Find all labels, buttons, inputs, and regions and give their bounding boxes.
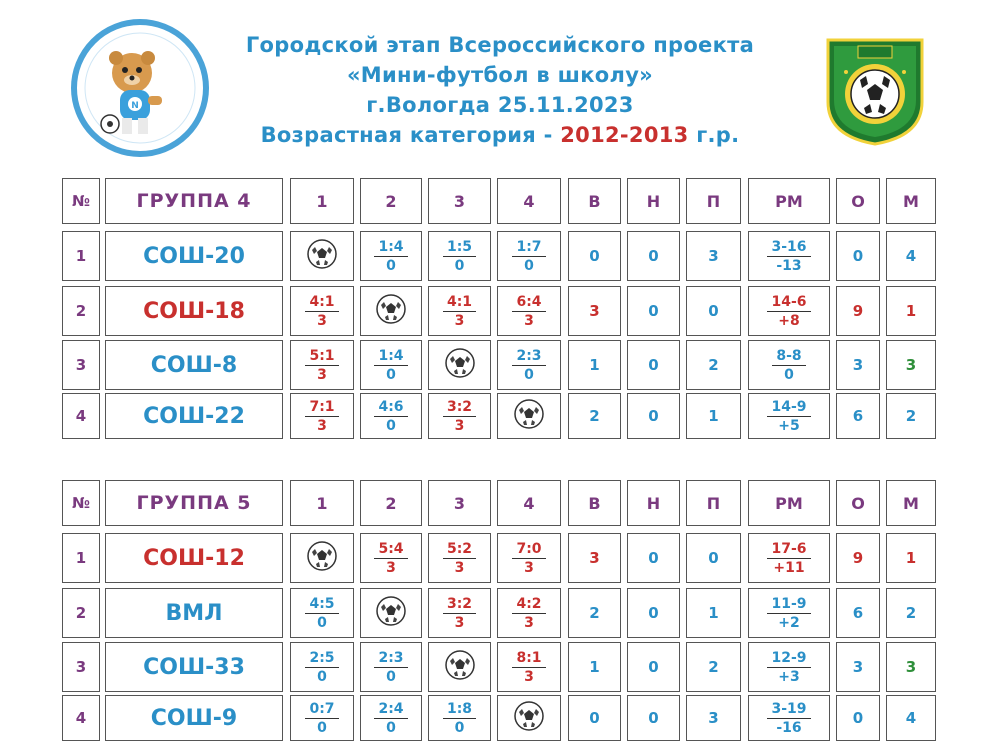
score-top: 4:1 xyxy=(305,294,338,312)
score-bottom: -13 xyxy=(776,257,802,274)
match-result xyxy=(360,340,422,390)
losses-value: 2 xyxy=(686,642,741,692)
goal-difference xyxy=(748,231,830,281)
points-value: 6 xyxy=(836,393,880,439)
self-match-cell xyxy=(497,695,561,741)
team-name: ВМЛ xyxy=(105,588,283,638)
score-fraction xyxy=(443,541,476,576)
column-header: 1 xyxy=(290,480,354,526)
soccer-ball-icon xyxy=(306,540,338,576)
wins-value: 1 xyxy=(568,340,621,390)
score-top: 4:5 xyxy=(305,596,338,614)
title-line-3: г.Вологда 25.11.2023 xyxy=(366,93,634,117)
score-fraction xyxy=(767,239,810,274)
draws-value: 0 xyxy=(627,695,680,741)
row-number: 4 xyxy=(62,393,100,439)
score-fraction xyxy=(767,596,810,631)
score-bottom: +8 xyxy=(778,312,800,329)
row-number: 3 xyxy=(62,642,100,692)
row-number: 3 xyxy=(62,340,100,390)
match-result xyxy=(497,533,561,583)
wins-value: 3 xyxy=(568,286,621,336)
row-number: 1 xyxy=(62,231,100,281)
row-number: 4 xyxy=(62,695,100,741)
score-bottom: 0 xyxy=(386,417,396,434)
self-match-cell xyxy=(497,393,561,439)
points-value: 6 xyxy=(836,588,880,638)
score-top: 14-6 xyxy=(767,294,810,312)
score-bottom: 3 xyxy=(317,366,327,383)
score-fraction xyxy=(443,294,476,329)
goal-difference xyxy=(748,533,830,583)
score-top: 2:5 xyxy=(305,650,338,668)
match-result xyxy=(497,642,561,692)
score-top: 1:5 xyxy=(443,239,476,257)
score-top: 8:1 xyxy=(512,650,545,668)
group-title: ГРУППА 5 xyxy=(105,480,283,526)
points-value: 3 xyxy=(836,642,880,692)
match-result xyxy=(428,393,491,439)
soccer-ball-icon xyxy=(513,398,545,434)
match-result xyxy=(428,695,491,741)
column-header: 2 xyxy=(360,480,422,526)
score-bottom: 0 xyxy=(386,719,396,736)
match-result xyxy=(290,642,354,692)
score-fraction xyxy=(305,650,338,685)
score-bottom: 0 xyxy=(454,257,465,274)
score-top: 6:4 xyxy=(512,294,545,312)
score-fraction xyxy=(374,701,407,736)
page-title xyxy=(180,30,820,150)
column-header: 2 xyxy=(360,178,422,224)
draws-value: 0 xyxy=(627,393,680,439)
column-header: 1 xyxy=(290,178,354,224)
score-top: 3:2 xyxy=(443,399,476,417)
match-result xyxy=(497,286,561,336)
score-fraction xyxy=(443,701,476,736)
goal-difference xyxy=(748,695,830,741)
match-result xyxy=(290,340,354,390)
score-top: 1:8 xyxy=(443,701,476,719)
place-value: 1 xyxy=(886,533,936,583)
losses-value: 0 xyxy=(686,286,741,336)
score-fraction xyxy=(512,294,545,329)
score-top: 7:0 xyxy=(512,541,545,559)
score-top: 3-16 xyxy=(767,239,810,257)
soccer-ball-icon xyxy=(444,347,476,383)
match-result xyxy=(290,393,354,439)
score-bottom: 3 xyxy=(454,559,465,576)
score-bottom: 0 xyxy=(317,668,327,685)
score-fraction xyxy=(305,399,338,434)
column-header: О xyxy=(836,480,880,526)
score-top: 4:6 xyxy=(374,399,407,417)
losses-value: 3 xyxy=(686,695,741,741)
score-bottom: 0 xyxy=(524,366,534,383)
score-bottom: 3 xyxy=(317,312,327,329)
column-header: П xyxy=(686,480,741,526)
score-bottom: +2 xyxy=(778,614,800,631)
match-result xyxy=(360,642,422,692)
score-bottom: 3 xyxy=(454,417,465,434)
column-header: РМ xyxy=(748,178,830,224)
losses-value: 0 xyxy=(686,533,741,583)
title-line-1: Городской этап Всероссийского проекта xyxy=(245,33,755,57)
group-title: ГРУППА 4 xyxy=(105,178,283,224)
match-result xyxy=(428,588,491,638)
match-result xyxy=(360,533,422,583)
column-header: № xyxy=(62,178,100,224)
match-result xyxy=(360,231,422,281)
match-result xyxy=(290,695,354,741)
soccer-ball-icon xyxy=(513,700,545,736)
place-value: 2 xyxy=(886,588,936,638)
self-match-cell xyxy=(428,642,491,692)
score-bottom: 0 xyxy=(386,257,396,274)
losses-value: 1 xyxy=(686,588,741,638)
score-top: 3:2 xyxy=(443,596,476,614)
wins-value: 0 xyxy=(568,231,621,281)
score-bottom: 3 xyxy=(454,312,465,329)
soccer-ball-icon xyxy=(375,293,407,329)
team-name: СОШ-9 xyxy=(105,695,283,741)
score-fraction xyxy=(374,650,407,685)
match-result xyxy=(497,588,561,638)
team-name: СОШ-22 xyxy=(105,393,283,439)
goal-difference xyxy=(748,393,830,439)
score-fraction xyxy=(512,348,545,383)
draws-value: 0 xyxy=(627,340,680,390)
score-fraction xyxy=(512,596,545,631)
score-top: 8-8 xyxy=(772,348,805,366)
score-top: 17-6 xyxy=(767,541,810,559)
svg-text:N: N xyxy=(131,101,139,111)
score-top: 5:4 xyxy=(374,541,407,559)
score-bottom: 3 xyxy=(524,312,534,329)
score-bottom: 3 xyxy=(386,559,396,576)
score-bottom: +3 xyxy=(778,668,800,685)
score-top: 5:1 xyxy=(305,348,338,366)
goal-difference xyxy=(748,286,830,336)
team-name: СОШ-12 xyxy=(105,533,283,583)
match-result xyxy=(428,286,491,336)
score-fraction xyxy=(305,348,338,383)
losses-value: 1 xyxy=(686,393,741,439)
score-bottom: 3 xyxy=(317,417,327,434)
score-fraction xyxy=(374,348,407,383)
row-number: 2 xyxy=(62,588,100,638)
score-top: 2:4 xyxy=(374,701,407,719)
column-header: РМ xyxy=(748,480,830,526)
score-top: 4:2 xyxy=(512,596,545,614)
draws-value: 0 xyxy=(627,231,680,281)
self-match-cell xyxy=(290,533,354,583)
match-result xyxy=(428,231,491,281)
wins-value: 2 xyxy=(568,393,621,439)
points-value: 9 xyxy=(836,533,880,583)
column-header: Н xyxy=(627,480,680,526)
score-bottom: 0 xyxy=(784,366,794,383)
score-bottom: 3 xyxy=(454,614,465,631)
place-value: 1 xyxy=(886,286,936,336)
team-name: СОШ-33 xyxy=(105,642,283,692)
column-header: О xyxy=(836,178,880,224)
score-bottom: 0 xyxy=(524,257,534,274)
place-value: 4 xyxy=(886,231,936,281)
score-bottom: 3 xyxy=(524,668,534,685)
score-top: 1:7 xyxy=(512,239,545,257)
self-match-cell xyxy=(290,231,354,281)
match-result xyxy=(497,340,561,390)
points-value: 0 xyxy=(836,695,880,741)
score-fraction xyxy=(512,541,545,576)
score-fraction xyxy=(772,348,805,383)
column-header: № xyxy=(62,480,100,526)
score-fraction xyxy=(443,399,476,434)
wins-value: 0 xyxy=(568,695,621,741)
score-fraction xyxy=(374,239,407,274)
score-fraction xyxy=(767,650,810,685)
match-result xyxy=(360,695,422,741)
column-header: 3 xyxy=(428,480,491,526)
column-header: В xyxy=(568,178,621,224)
federation-logo xyxy=(816,32,934,148)
column-header: М xyxy=(886,178,936,224)
score-bottom: 0 xyxy=(454,719,465,736)
category-label: Возрастная категория - xyxy=(260,123,561,147)
score-fraction xyxy=(512,650,545,685)
soccer-ball-icon xyxy=(375,595,407,631)
category-suffix: г.р. xyxy=(688,123,740,147)
score-bottom: 0 xyxy=(317,719,327,736)
score-top: 4:1 xyxy=(443,294,476,312)
wins-value: 3 xyxy=(568,533,621,583)
score-top: 2:3 xyxy=(512,348,545,366)
score-bottom: 0 xyxy=(317,614,327,631)
draws-value: 0 xyxy=(627,286,680,336)
score-top: 5:2 xyxy=(443,541,476,559)
self-match-cell xyxy=(360,286,422,336)
score-top: 2:3 xyxy=(374,650,407,668)
score-fraction xyxy=(374,399,407,434)
title-line-4 xyxy=(180,120,820,150)
category-years: 2012-2013 xyxy=(560,123,689,147)
losses-value: 3 xyxy=(686,231,741,281)
match-result xyxy=(497,231,561,281)
soccer-ball-icon xyxy=(306,238,338,274)
points-value: 9 xyxy=(836,286,880,336)
column-header: 4 xyxy=(497,178,561,224)
score-fraction xyxy=(767,399,810,434)
soccer-ball-icon xyxy=(444,649,476,685)
score-top: 14-9 xyxy=(767,399,810,417)
column-header: Н xyxy=(627,178,680,224)
score-top: 7:1 xyxy=(305,399,338,417)
goal-difference xyxy=(748,340,830,390)
points-value: 0 xyxy=(836,231,880,281)
place-value: 4 xyxy=(886,695,936,741)
score-bottom: 0 xyxy=(386,668,396,685)
score-top: 3-19 xyxy=(767,701,810,719)
wins-value: 2 xyxy=(568,588,621,638)
place-value: 3 xyxy=(886,340,936,390)
draws-value: 0 xyxy=(627,588,680,638)
score-fraction xyxy=(767,541,810,576)
score-fraction xyxy=(767,294,810,329)
score-top: 0:7 xyxy=(305,701,338,719)
place-value: 3 xyxy=(886,642,936,692)
wins-value: 1 xyxy=(568,642,621,692)
column-header: М xyxy=(886,480,936,526)
match-result xyxy=(290,286,354,336)
losses-value: 2 xyxy=(686,340,741,390)
score-top: 1:4 xyxy=(374,348,407,366)
team-name: СОШ-8 xyxy=(105,340,283,390)
score-fraction xyxy=(374,541,407,576)
self-match-cell xyxy=(360,588,422,638)
self-match-cell xyxy=(428,340,491,390)
score-fraction xyxy=(305,596,338,631)
score-bottom: 0 xyxy=(386,366,396,383)
team-name: СОШ-18 xyxy=(105,286,283,336)
score-fraction xyxy=(512,239,545,274)
column-header: П xyxy=(686,178,741,224)
goal-difference xyxy=(748,588,830,638)
match-result xyxy=(360,393,422,439)
score-top: 12-9 xyxy=(767,650,810,668)
score-fraction xyxy=(443,596,476,631)
score-top: 1:4 xyxy=(374,239,407,257)
match-result xyxy=(290,588,354,638)
score-bottom: 3 xyxy=(524,614,534,631)
row-number: 1 xyxy=(62,533,100,583)
score-bottom: +5 xyxy=(778,417,800,434)
goal-difference xyxy=(748,642,830,692)
title-line-2: «Мини-футбол в школу» xyxy=(346,63,654,87)
column-header: 3 xyxy=(428,178,491,224)
score-bottom: -16 xyxy=(776,719,802,736)
score-fraction xyxy=(443,239,476,274)
draws-value: 0 xyxy=(627,642,680,692)
row-number: 2 xyxy=(62,286,100,336)
match-result xyxy=(428,533,491,583)
score-fraction xyxy=(305,294,338,329)
points-value: 3 xyxy=(836,340,880,390)
place-value: 2 xyxy=(886,393,936,439)
draws-value: 0 xyxy=(627,533,680,583)
column-header: В xyxy=(568,480,621,526)
team-name: СОШ-20 xyxy=(105,231,283,281)
score-bottom: +11 xyxy=(773,559,805,576)
score-fraction xyxy=(767,701,810,736)
score-top: 11-9 xyxy=(767,596,810,614)
score-fraction xyxy=(305,701,338,736)
column-header: 4 xyxy=(497,480,561,526)
score-bottom: 3 xyxy=(524,559,534,576)
